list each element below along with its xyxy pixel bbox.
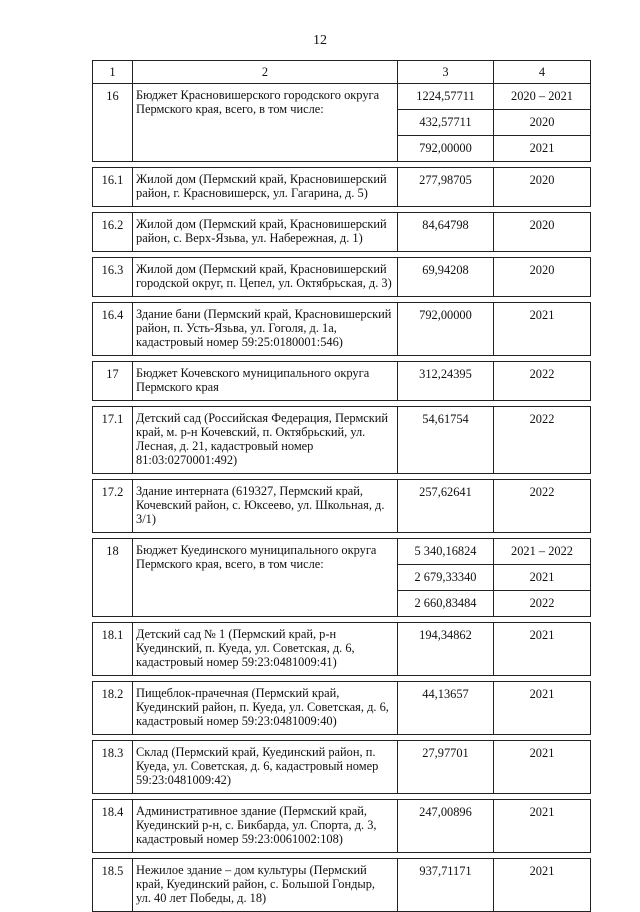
year-cell: 2020 bbox=[494, 213, 591, 252]
amount-cell: 5 340,16824 bbox=[398, 539, 494, 565]
table-row bbox=[93, 407, 591, 474]
table-row bbox=[93, 623, 591, 676]
header-col-2: 2 bbox=[133, 61, 398, 84]
amount-cell: 54,61754 bbox=[398, 407, 494, 474]
year-cell: 2022 bbox=[494, 407, 591, 474]
row-description: Нежилое здание – дом культуры (Пермский край, Куединский район, с. Большой Гондыр, ул. 40 лет Победы, д. 18) bbox=[133, 859, 398, 912]
row-number: 18.2 bbox=[93, 682, 133, 735]
page-number: 12 bbox=[313, 33, 327, 48]
row-description: Жилой дом (Пермский край, Красновишерский район, с. Верх-Язьва, ул. Набережная, д. 1) bbox=[133, 213, 398, 252]
table-row bbox=[93, 800, 591, 853]
row-description: Детский сад (Российская Федерация, Пермский край, м. р-н Кочевский, п. Октябрьский, ул. Лесная, д. 21, кадастровый номер 81:03:0270001:492) bbox=[133, 407, 398, 474]
amount-cell: 257,62641 bbox=[398, 480, 494, 533]
row-description: Детский сад № 1 (Пермский край, р-н Куединский, п. Куеда, ул. Советская, д. 6, кадастровый номер 59:23:0481009:41) bbox=[133, 623, 398, 676]
amount-cell: 44,13657 bbox=[398, 682, 494, 735]
header-col-4: 4 bbox=[494, 61, 591, 84]
row-description: Здание бани (Пермский край, Красновишерский район, п. Усть-Язьва, ул. Гоголя, д. 1а, кадастровый номер 59:25:0180001:546) bbox=[133, 303, 398, 356]
row-number: 17.2 bbox=[93, 480, 133, 533]
year-cell: 2022 bbox=[494, 362, 591, 401]
table-row bbox=[93, 213, 591, 252]
table-row bbox=[93, 480, 591, 533]
table-row bbox=[93, 741, 591, 794]
row-number: 16 bbox=[93, 84, 133, 162]
amount-cell: 194,34862 bbox=[398, 623, 494, 676]
header-col-3: 3 bbox=[398, 61, 494, 84]
year-cell: 2022 bbox=[494, 591, 591, 617]
table-row bbox=[93, 362, 591, 401]
table-row bbox=[93, 168, 591, 207]
amount-cell: 27,97701 bbox=[398, 741, 494, 794]
row-number: 18.3 bbox=[93, 741, 133, 794]
row-number: 18.5 bbox=[93, 859, 133, 912]
table-row bbox=[93, 859, 591, 912]
row-description: Административное здание (Пермский край, Куединский р-н, с. Бикбарда, ул. Спорта, д. 3, кадастровый номер 59:23:0061002:108) bbox=[133, 800, 398, 853]
row-number: 18.4 bbox=[93, 800, 133, 853]
amount-cell: 432,57711 bbox=[398, 110, 494, 136]
year-cell: 2020 bbox=[494, 258, 591, 297]
table-row bbox=[93, 258, 591, 297]
year-cell: 2021 bbox=[494, 741, 591, 794]
amount-cell: 69,94208 bbox=[398, 258, 494, 297]
row-description: Жилой дом (Пермский край, Красновишерский район, г. Красновишерск, ул. Гагарина, д. 5) bbox=[133, 168, 398, 207]
amount-cell: 2 679,33340 bbox=[398, 565, 494, 591]
row-description: Жилой дом (Пермский край, Красновишерский городской округ, п. Цепел, ул. Октябрьская, д. 3) bbox=[133, 258, 398, 297]
year-cell: 2021 – 2022 bbox=[494, 539, 591, 565]
table-row bbox=[93, 303, 591, 356]
year-cell: 2020 bbox=[494, 168, 591, 207]
year-cell: 2020 bbox=[494, 110, 591, 136]
year-cell: 2021 bbox=[494, 303, 591, 356]
row-number: 16.3 bbox=[93, 258, 133, 297]
year-cell: 2022 bbox=[494, 480, 591, 533]
year-cell: 2021 bbox=[494, 859, 591, 912]
table-row bbox=[93, 84, 591, 110]
table-row bbox=[93, 682, 591, 735]
year-cell: 2021 bbox=[494, 800, 591, 853]
amount-cell: 792,00000 bbox=[398, 136, 494, 162]
amount-cell: 312,24395 bbox=[398, 362, 494, 401]
row-description: Бюджет Красновишерского городского округа Пермского края, всего, в том числе: bbox=[133, 84, 398, 162]
amount-cell: 84,64798 bbox=[398, 213, 494, 252]
row-description: Бюджет Кочевского муниципального округа Пермского края bbox=[133, 362, 398, 401]
row-description: Склад (Пермский край, Куединский район, п. Куеда, ул. Советская, д. 6, кадастровый номер 59:23:0481009:42) bbox=[133, 741, 398, 794]
row-description: Здание интерната (619327, Пермский край, Кочевский район, с. Юксеево, ул. Школьная, д. 3/1) bbox=[133, 480, 398, 533]
year-cell: 2021 bbox=[494, 565, 591, 591]
table-body bbox=[93, 84, 591, 912]
row-number: 16.4 bbox=[93, 303, 133, 356]
amount-cell: 937,71171 bbox=[398, 859, 494, 912]
row-description: Пищеблок-прачечная (Пермский край, Куединский район, п. Куеда, ул. Советская, д. 6, кадастровый номер 59:23:0481009:40) bbox=[133, 682, 398, 735]
year-cell: 2021 bbox=[494, 682, 591, 735]
row-number: 18 bbox=[93, 539, 133, 617]
amount-cell: 277,98705 bbox=[398, 168, 494, 207]
header-col-1: 1 bbox=[93, 61, 133, 84]
row-number: 16.2 bbox=[93, 213, 133, 252]
table-row bbox=[93, 539, 591, 565]
row-number: 16.1 bbox=[93, 168, 133, 207]
row-number: 18.1 bbox=[93, 623, 133, 676]
row-number: 17 bbox=[93, 362, 133, 401]
year-cell: 2020 – 2021 bbox=[494, 84, 591, 110]
amount-cell: 1224,57711 bbox=[398, 84, 494, 110]
row-description: Бюджет Куединского муниципального округа Пермского края, всего, в том числе: bbox=[133, 539, 398, 617]
year-cell: 2021 bbox=[494, 623, 591, 676]
amount-cell: 2 660,83484 bbox=[398, 591, 494, 617]
header-row bbox=[93, 61, 591, 84]
row-number: 17.1 bbox=[93, 407, 133, 474]
amount-cell: 792,00000 bbox=[398, 303, 494, 356]
year-cell: 2021 bbox=[494, 136, 591, 162]
amount-cell: 247,00896 bbox=[398, 800, 494, 853]
objects-table bbox=[92, 60, 591, 912]
